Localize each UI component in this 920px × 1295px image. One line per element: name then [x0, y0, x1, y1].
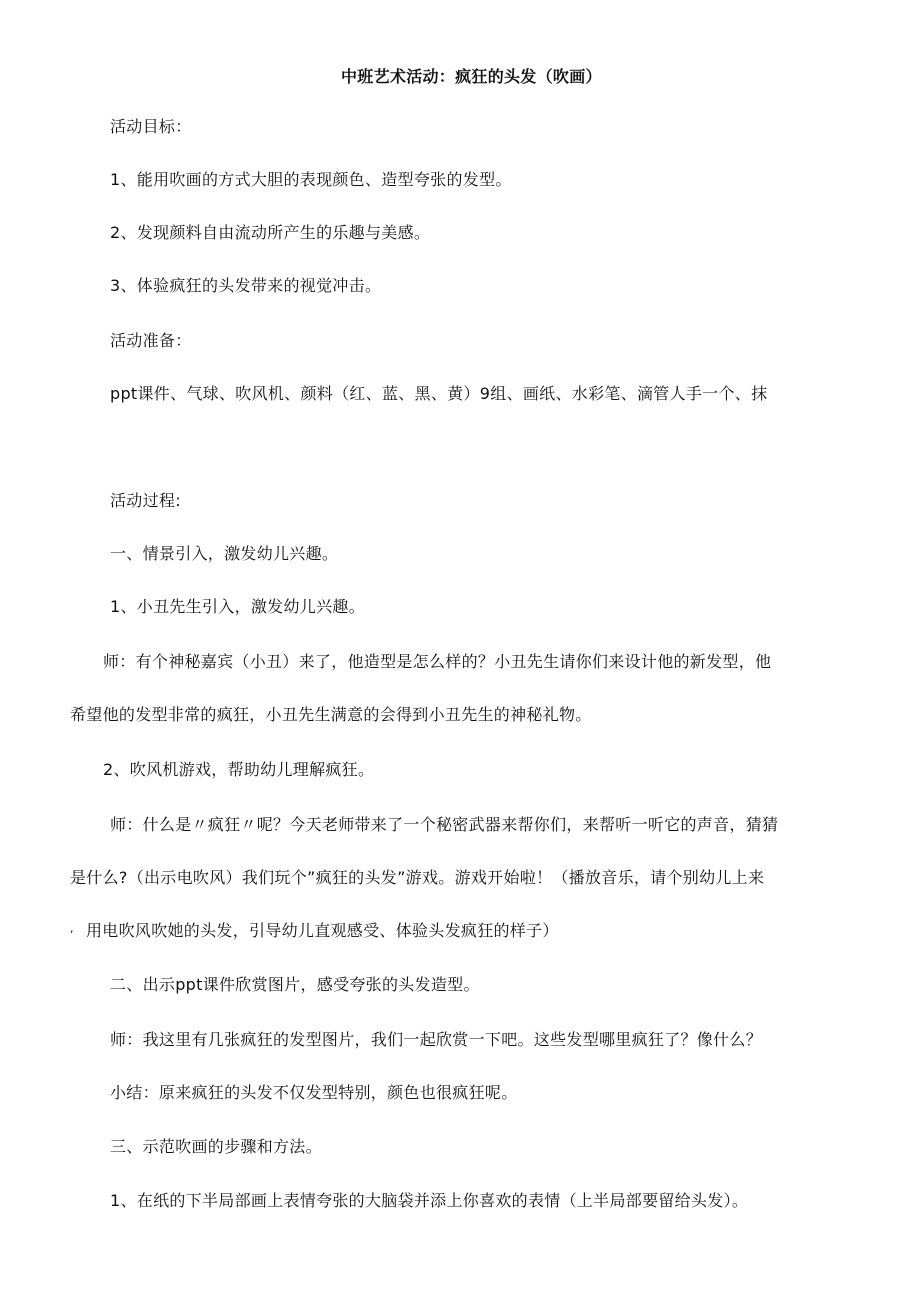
- paragraph-line: 1、能用吹画的方式大胆的表现颜色、造型夸张的发型。: [110, 170, 512, 189]
- paragraph-line: 3、体验疯狂的头发带来的视觉冲击。: [110, 276, 382, 295]
- paragraph-line: 希望他的发型非常的疯狂，小丑先生满意的会得到小丑先生的神秘礼物。: [70, 705, 592, 724]
- paragraph-line: 用电吹风吹她的头发，引导幼儿直观感受、体验头发疯狂的样子）: [86, 921, 559, 940]
- paragraph-line: 师：什么是〃疯狂〃呢？今天老师带来了一个秘密武器来帮你们，来帮听一听它的声音，猜猜: [110, 815, 779, 834]
- paragraph-line: 2、吹风机游戏，帮助幼儿理解疯狂。: [103, 760, 375, 779]
- paragraph-line: 师：有个神秘嘉宾（小丑）来了，他造型是怎么样的？小丑先生请你们来设计他的新发型，他: [103, 652, 772, 671]
- paragraph-line: 1、小丑先生引入，激发幼儿兴趣。: [110, 597, 365, 616]
- paragraph-line: 2、发现颜料自由流动所产生的乐趣与美感。: [110, 223, 431, 242]
- stray-mark: ,: [70, 922, 74, 935]
- paragraph-line: 师：我这里有几张疯狂的发型图片，我们一起欣赏一下吧。这些发型哪里疯狂了？像什么？: [110, 1030, 763, 1049]
- section-heading-preparation: 活动准备：: [110, 331, 192, 350]
- document-title: 中班艺术活动：疯狂的头发（吹画）: [341, 67, 602, 86]
- paragraph-line: 是什么?（出示电吹风）我们玩个”疯狂的头发”游戏。游戏开始啦！（播放音乐，请个别幼儿上来: [70, 868, 765, 887]
- section-heading-process: 活动过程:: [110, 491, 181, 510]
- paragraph-line: 三、示范吹画的步骤和方法。: [110, 1137, 322, 1156]
- section-heading-goals: 活动目标：: [110, 117, 192, 136]
- paragraph-line: 小结：原来疯狂的头发不仅发型特别，颜色也很疯狂呢。: [110, 1083, 518, 1102]
- paragraph-line: ppt课件、气球、吹风机、颜料（红、蓝、黑、黄）9组、画纸、水彩笔、滴管人手一个、抹: [110, 384, 768, 403]
- paragraph-line: 二、出示ppt课件欣赏图片，感受夸张的头发造型。: [110, 975, 480, 994]
- paragraph-line: 1、在纸的下半局部画上表情夸张的大脑袋并添上你喜欢的表情（上半局部要留给头发）。: [110, 1191, 749, 1210]
- paragraph-line: 一、情景引入，激发幼儿兴趣。: [110, 544, 339, 563]
